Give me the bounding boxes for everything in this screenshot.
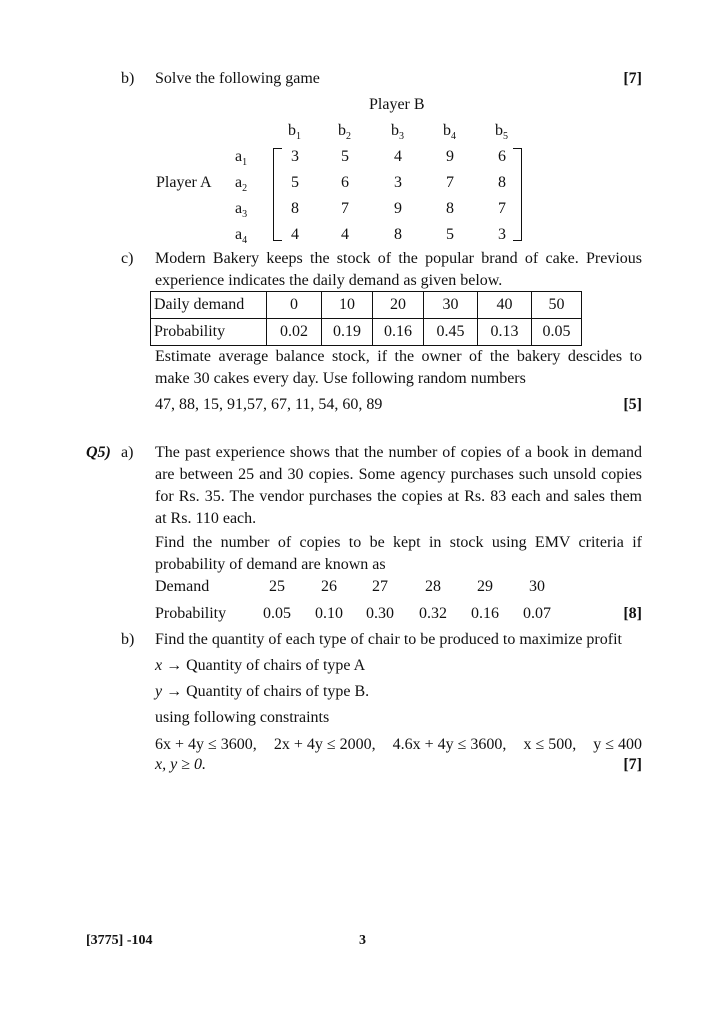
matrix-cell: 8 <box>446 200 454 217</box>
matrix-cell: 4 <box>291 226 299 243</box>
row-head-a1: $a_1$ <box>235 148 248 168</box>
row-head-a3: $a_3$ <box>235 200 248 220</box>
q5b-text: Find the quantity of each type of chair to be produced to maximize profit <box>155 631 622 648</box>
matrix-cell: 3 <box>291 148 299 165</box>
q5a-find: Find the number of copies to be kept in stock using EMV criteria if probability of demand are known as <box>155 534 642 573</box>
q5a-demand-value: 27 <box>372 578 388 595</box>
q5a-demand-label: Demand <box>155 578 210 595</box>
matrix-cell: 5 <box>341 148 349 165</box>
player-b-label: Player B <box>369 96 425 113</box>
constraint-4: x ≤ 500, <box>523 736 577 753</box>
matrix-right-bracket <box>513 148 522 241</box>
x-definition-text: Quantity of chairs of type A <box>186 657 366 674</box>
probability-cell: 0.16 <box>373 319 424 346</box>
player-a-label: Player A <box>156 174 212 191</box>
footer-code: [3775] -104 <box>86 933 153 948</box>
q5a-demand-value: 25 <box>269 578 285 595</box>
constraint-5: y ≤ 400 <box>593 736 642 753</box>
x-definition <box>155 658 365 674</box>
q5a-label: a) <box>121 444 134 461</box>
demand-row <box>151 292 582 319</box>
probability-header: Probability <box>151 319 267 346</box>
matrix-cell: 8 <box>498 174 506 191</box>
probability-cell: 0.45 <box>424 319 478 346</box>
probability-cell: 0.19 <box>322 319 373 346</box>
q5a-prob-value: 0.32 <box>419 605 447 622</box>
demand-cell: 30 <box>424 292 478 319</box>
random-numbers: 47, 88, 15, 91,57, 67, 11, 54, 60, 89 <box>155 396 383 413</box>
matrix-cell: 9 <box>446 148 454 165</box>
column-head-b5: $b_5$ <box>495 122 508 142</box>
demand-cell: 10 <box>322 292 373 319</box>
arrow-icon: → <box>166 657 183 674</box>
q5a-demand-value: 28 <box>425 578 441 595</box>
q4c-marks: [5] <box>623 396 642 413</box>
constraint-1: 6x + 4y ≤ 3600, <box>155 736 257 753</box>
matrix-cell: 9 <box>394 200 402 217</box>
matrix-cell: 6 <box>498 148 506 165</box>
probability-cell: 0.13 <box>478 319 532 346</box>
matrix-cell: 7 <box>498 200 506 217</box>
demand-cell: 40 <box>478 292 532 319</box>
q4b-marks: [7] <box>623 70 642 87</box>
column-head-b1: $b_1$ <box>288 122 301 142</box>
y-definition <box>155 684 369 700</box>
matrix-cell: 3 <box>394 174 402 191</box>
demand-cell: 0 <box>267 292 322 319</box>
q5a-marks: [8] <box>623 605 642 622</box>
probability-row <box>151 319 582 346</box>
matrix-cell: 4 <box>394 148 402 165</box>
constraint-2: 2x + 4y ≤ 2000, <box>273 736 376 753</box>
matrix-cell: 7 <box>341 200 349 217</box>
demand-cell: 20 <box>373 292 424 319</box>
probability-cell: 0.02 <box>267 319 322 346</box>
q5a-prob-value: 0.30 <box>366 605 394 622</box>
q5a-demand-value: 29 <box>477 578 493 595</box>
q4c-intro: Modern Bakery keeps the stock of the popular brand of cake. Previous experience indicates the daily demand as given below. <box>155 250 642 289</box>
constraint-3: 4.6x + 4y ≤ 3600, <box>392 736 507 753</box>
demand-header: Daily demand <box>151 292 267 319</box>
probability-cell: 0.05 <box>532 319 582 346</box>
q5b-marks: [7] <box>623 756 642 773</box>
q4c-estimate: Estimate average balance stock, if the owner of the bakery descides to make 30 cakes every day. Use following random numbers <box>155 348 642 387</box>
matrix-cell: 7 <box>446 174 454 191</box>
arrow-icon: → <box>166 683 183 700</box>
q5a-demand-value: 26 <box>321 578 337 595</box>
demand-table <box>150 291 582 346</box>
q5a-prob-value: 0.16 <box>471 605 499 622</box>
row-head-a4: $a_4$ <box>235 226 248 246</box>
matrix-cell: 8 <box>394 226 402 243</box>
q5a-demand-value: 30 <box>529 578 545 595</box>
constraint-6: x, y ≥ 0. <box>155 756 206 773</box>
y-variable: y <box>155 683 163 700</box>
q5a-text: The past experience shows that the number of copies of a book in demand are between 25 and 30 copies. Some agency purchases such unsold copies for Rs. 35. The vendor purchases the copies at Rs. 83 each and sales them at Rs. 110 each. <box>155 444 642 527</box>
page-number: 3 <box>359 933 366 948</box>
row-head-a2: $a_2$ <box>235 174 248 194</box>
matrix-cell: 8 <box>291 200 299 217</box>
column-head-b4: $b_4$ <box>443 122 456 142</box>
matrix-cell: 6 <box>341 174 349 191</box>
q5a-prob-value: 0.10 <box>315 605 343 622</box>
constraints-line <box>155 737 642 753</box>
matrix-cell: 3 <box>498 226 506 243</box>
column-head-b3: $b_3$ <box>391 122 404 142</box>
matrix-cell: 5 <box>291 174 299 191</box>
q5a-prob-value: 0.07 <box>523 605 551 622</box>
q4c-label: c) <box>121 250 134 267</box>
column-head-b2: $b_2$ <box>338 122 351 142</box>
q5a-prob-value: 0.05 <box>263 605 291 622</box>
demand-cell: 50 <box>532 292 582 319</box>
matrix-left-bracket <box>273 148 282 241</box>
x-variable: x <box>155 657 163 674</box>
q4b-text: Solve the following game <box>155 70 320 87</box>
matrix-cell: 5 <box>446 226 454 243</box>
constraints-intro: using following constraints <box>155 709 330 726</box>
q5-number: Q5) <box>86 444 111 461</box>
y-definition-text: Quantity of chairs of type B. <box>186 683 370 700</box>
q5b-label: b) <box>121 631 135 648</box>
q5a-prob-label: Probability <box>155 605 227 622</box>
q4b-label: b) <box>121 70 135 87</box>
matrix-cell: 4 <box>341 226 349 243</box>
